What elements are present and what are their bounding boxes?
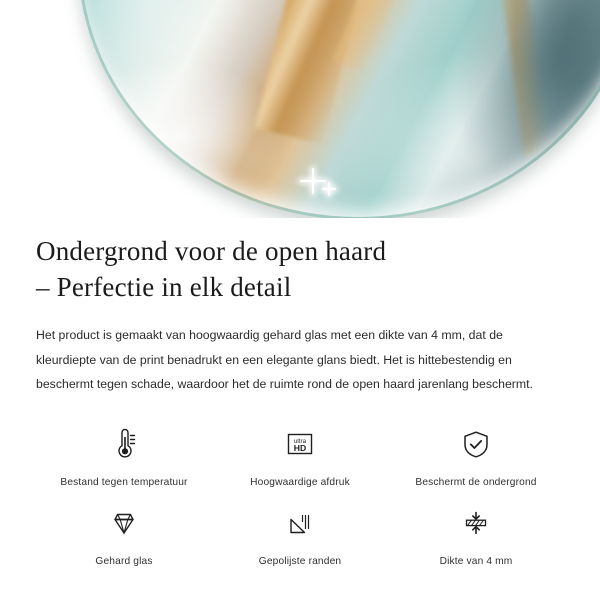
polished-edges-icon bbox=[280, 502, 320, 544]
page-title bbox=[36, 218, 564, 305]
ultra-hd-badge-bottom: HD bbox=[293, 443, 307, 454]
feature-item-print-quality bbox=[212, 423, 388, 488]
feature-grid bbox=[36, 423, 564, 567]
feature-item-surface-protection bbox=[388, 423, 564, 488]
headline-line-2: – Perfectie in elk detail bbox=[36, 271, 292, 302]
feature-label: Beschermt de ondergrond bbox=[415, 477, 537, 489]
ultra-hd-badge-top: ultra bbox=[293, 438, 307, 446]
feature-item-thickness bbox=[388, 502, 564, 567]
diamond-icon bbox=[104, 502, 144, 544]
feature-label: Bestand tegen temperatuur bbox=[60, 477, 188, 489]
feature-label: Gepolijste randen bbox=[258, 556, 342, 568]
feature-label: Hoogwaardige afdruk bbox=[250, 477, 350, 489]
glass-disc-product-photo bbox=[78, 0, 600, 218]
feature-label: Gehard glas bbox=[95, 556, 153, 568]
feature-item-tempered-glass bbox=[36, 502, 212, 567]
headline-line-1: Ondergrond voor de open haard bbox=[36, 236, 387, 266]
ultra-hd-icon bbox=[280, 423, 320, 465]
shield-check-icon bbox=[456, 423, 496, 465]
hero-image bbox=[0, 0, 600, 218]
thermometer-icon bbox=[104, 423, 144, 465]
product-description-paragraph: Het product is gemaakt van hoogwaardig gehard glas met een dikte van 4 mm, dat de kleurdiepte van de print benadrukt en een elegante glans biedt. Het is hittebestendig en beschermt tegen schade, waardoor het de ruimte rond de open haard jarenlang beschermt. bbox=[36, 328, 533, 392]
thickness-4mm-icon bbox=[456, 502, 496, 544]
feature-label: Dikte van 4 mm bbox=[439, 556, 513, 568]
feature-item-polished-edges bbox=[212, 502, 388, 567]
feature-item-temperature bbox=[36, 423, 212, 488]
content-area bbox=[0, 218, 600, 567]
